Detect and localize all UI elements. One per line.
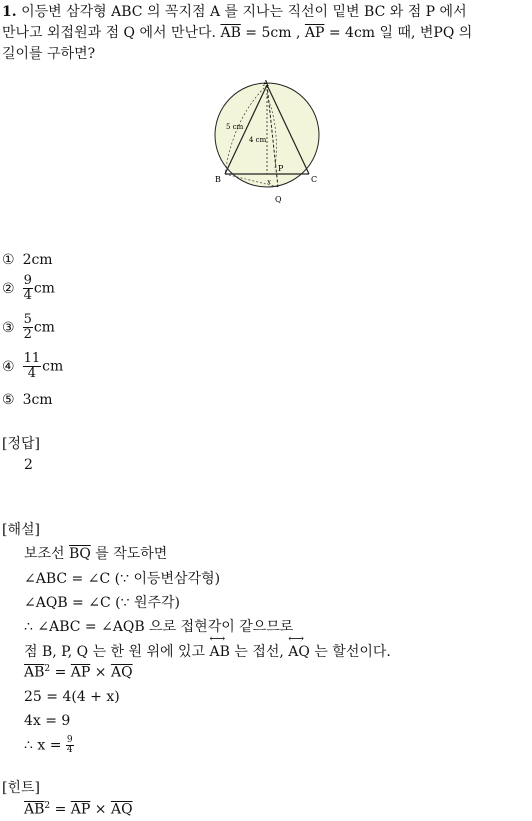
label-ap-length: 4 cm (249, 136, 267, 144)
explanation-fraction: $\frac{9}{4}$ (66, 735, 73, 755)
label-x: x (267, 178, 271, 186)
explanation-line-3: ∠AQB = ∠C (∵ 원주각) (24, 595, 180, 611)
question-line-3: 길이를 구하면? (2, 46, 96, 62)
choice-5-mark: ⑤ (2, 392, 15, 408)
label-b: B (215, 175, 221, 184)
question-number: 1. (2, 4, 17, 20)
answer-label: [정답] (2, 436, 40, 452)
choice-5-text: 3cm (22, 392, 53, 408)
segment-ab: $\overline{AB}$ (220, 25, 241, 41)
label-q: Q (275, 195, 282, 204)
choice-3-fraction: $\frac{5}{2}$ (23, 312, 32, 342)
question-line-2: 만나고 외접원과 점 Q 에서 만난다. $\overline{AB} = 5cm$ , $\overline{AP} = 4cm$ 일 때, 변PQ 의 (2, 25, 473, 41)
choice-1-text: 2cm (22, 252, 53, 268)
choice-1-mark: ① (2, 252, 15, 268)
explanation-line-5: 점 B, P, Q 는 한 원 위에 있고 ⟷ AB 는 접선, ⟷ AQ 는 할선이다. (24, 641, 391, 661)
hint-label: [힌트] (2, 780, 40, 796)
label-a: A (263, 79, 269, 88)
geometry-figure (205, 78, 330, 208)
explanation-label: [해설] (2, 522, 40, 538)
choice-3-mark: ③ (2, 319, 15, 336)
hint-formula: $\overline{AB}^2 = \overline{AP} \times \overline{AQ}$ (24, 801, 133, 818)
explanation-line-9: ∴ x = $\frac{9}{4}$ (24, 735, 73, 755)
explanation-line-7: 25 = 4(4 + x) (24, 689, 120, 705)
choice-2-fraction: $\frac{9}{4}$ (23, 273, 32, 303)
choice-4-mark: ④ (2, 358, 15, 375)
label-p: P (278, 164, 284, 173)
question-line-1: 1. 이등변 삼각형 ABC 의 꼭지점 A 를 지나는 직선이 밑변 BC 와 점 P 에서 (2, 4, 467, 20)
label-ab-length: 5 cm (226, 123, 244, 131)
choice-4[interactable]: ④ $\frac{11}{4}$ cm (2, 351, 64, 381)
explanation-line-8: 4x = 9 (24, 713, 71, 729)
choice-1[interactable] (2, 252, 53, 268)
label-c: C (311, 175, 318, 184)
explanation-line-2: ∠ABC = ∠C (∵ 이등변삼각형) (24, 571, 221, 587)
choice-2[interactable]: ② $\frac{9}{4}$ cm (2, 273, 55, 303)
segment-ap: $\overline{AP}$ (304, 25, 325, 41)
choice-2-mark: ② (2, 280, 15, 297)
explanation-line-6: $\overline{AB}^2 = \overline{AP} \times \overline{AQ}$ (24, 664, 133, 681)
explanation-line-4: ∴ ∠ABC = ∠AQB 으로 접현각이 같으므로 (24, 619, 294, 635)
answer-value: 2 (24, 457, 33, 473)
explanation-line-1: 보조선 $\overline{BQ}$ 를 작도하면 (24, 546, 168, 562)
choice-3[interactable]: ③ $\frac{5}{2}$ cm (2, 312, 55, 342)
question-text (2, 2, 472, 65)
choice-5[interactable] (2, 392, 53, 408)
choice-4-fraction: $\frac{11}{4}$ (23, 351, 41, 381)
